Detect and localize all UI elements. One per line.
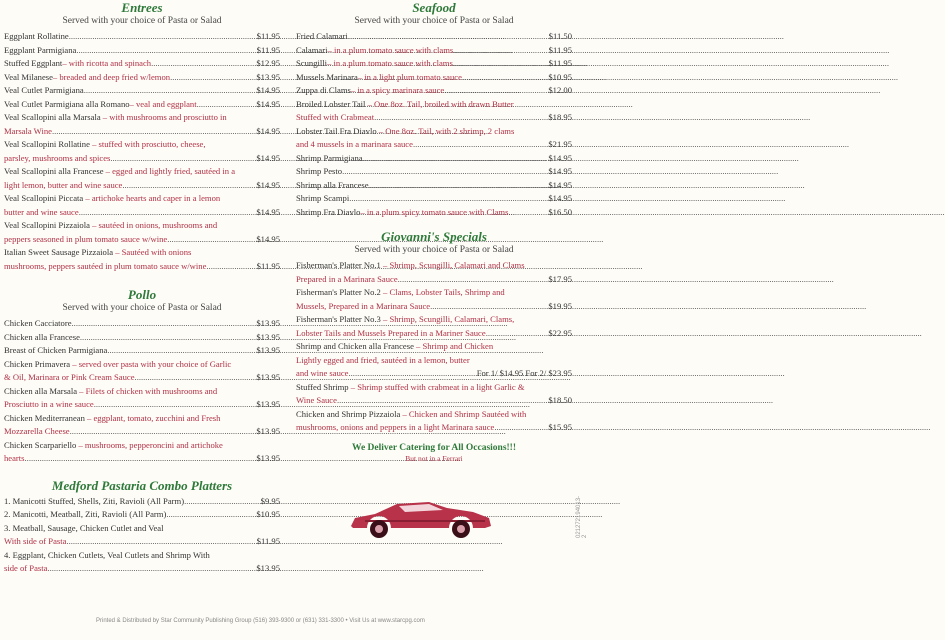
menu-item-description: mushrooms, onions and peppers in a light Marinara sauce: [296, 422, 495, 432]
menu-item-description: – Shrimp, Scungilli, Calamari, Clams,: [380, 314, 515, 324]
menu-item-line: [4, 192, 280, 206]
dot-leader: [369, 179, 548, 193]
menu-item-line: [4, 439, 280, 453]
menu-item-line: [4, 452, 280, 466]
menu-item-price: $13.95: [256, 318, 280, 328]
menu-item: [296, 84, 572, 98]
menu-item: [296, 286, 572, 313]
menu-item-line: [296, 44, 572, 58]
seafood-subtitle: Served with your choice of Pasta or Salad: [354, 16, 514, 26]
menu-item-name: Fisherman's Platter No.2: [296, 287, 381, 297]
menu-item: [4, 71, 280, 85]
menu-item-price: $10.95: [256, 509, 280, 519]
menu-item-name: Lobster Tail Fra Diavlo: [296, 125, 377, 136]
dot-leader: [486, 327, 548, 341]
menu-item-line: [4, 398, 280, 412]
menu-item: [4, 111, 280, 138]
menu-item-line: [296, 367, 572, 381]
menu-item-line: [4, 57, 280, 71]
menu-item-price: $14.95: [548, 152, 572, 163]
menu-item-name: Veal Scallopini alla Marsala: [4, 112, 101, 122]
menu-item: [296, 179, 572, 193]
specials-subtitle: Served with your choice of Pasta or Salad: [354, 245, 514, 255]
menu-item: [296, 381, 572, 408]
menu-item-name: Shrimp Pesto: [296, 166, 343, 176]
menu-item-name: Veal Milanese: [4, 71, 53, 82]
menu-item-line: [296, 300, 572, 314]
menu-item: [4, 246, 280, 273]
menu-item-name: Chicken Mediterranean: [4, 412, 85, 423]
menu-item-description: – served over pasta with your choice of Garlic: [70, 358, 232, 369]
menu-item-line: [4, 152, 280, 166]
menu-item-name: Veal Cutlet Parmigiana: [4, 85, 84, 95]
menu-item-line: [296, 394, 572, 408]
menu-item-line: [296, 30, 572, 44]
menu-item-line: [4, 522, 280, 536]
menu-item-price: $13.95: [256, 426, 280, 436]
left-column: [4, 0, 280, 576]
menu-item-description: Stuffed with Crabmeat: [296, 112, 375, 122]
menu-item-line: [296, 206, 572, 220]
menu-item-name: Shrimp and Chicken alla Francese: [296, 341, 414, 351]
menu-item-line: [4, 179, 280, 193]
menu-item-line: [296, 381, 572, 395]
menu-item-name: Chicken Cacciatore: [4, 318, 72, 328]
dot-leader: [398, 273, 548, 287]
menu-item-description: mushrooms, peppers sautéed in plum tomato sauce w/wine: [4, 260, 207, 271]
menu-item-price: $15.95: [548, 422, 572, 432]
menu-item-line: [4, 371, 280, 385]
menu-item: [4, 522, 280, 549]
menu-item-price: $14.95: [256, 179, 280, 190]
dot-leader: [79, 206, 256, 220]
seafood-section: [296, 0, 572, 219]
menu-item-description: Marsala Wine: [4, 125, 52, 136]
dot-leader: [72, 317, 256, 331]
menu-item: [4, 358, 280, 385]
menu-item-description: & Oil, Marinara or Pink Cream Sauce: [4, 372, 135, 382]
menu-item-price: $14.95: [256, 98, 280, 109]
menu-item: [4, 44, 280, 58]
menu-item-price: $14.95: [256, 85, 280, 95]
dot-leader: [374, 111, 547, 125]
menu-item-line: [296, 71, 572, 85]
dot-leader: [107, 344, 255, 358]
menu-item: [4, 549, 280, 576]
specials-section: [296, 229, 572, 435]
menu-item-line: [4, 385, 280, 399]
ferrari-car-illustration: [345, 492, 495, 542]
menu-item-price: $11.95: [256, 536, 280, 546]
menu-item-line: [4, 358, 280, 372]
menu-item: [4, 57, 280, 71]
menu-item-price: $13.95: [256, 331, 280, 342]
menu-item-description: – One 8oz. Tail, broiled with drawn Butter: [365, 98, 514, 109]
menu-item-price: $14.95: [256, 233, 280, 244]
menu-item-line: [4, 331, 280, 345]
menu-item-price: $13.95: [256, 71, 280, 82]
menu-item-line: [4, 219, 280, 233]
menu-item-line: [4, 495, 280, 509]
dot-leader: [70, 425, 256, 439]
menu-item-price: $16.50: [548, 206, 572, 217]
menu-item: [296, 125, 572, 152]
menu-item-description: – Chicken and Shrimp Sautéed with: [400, 408, 527, 419]
menu-item-line: [4, 125, 280, 139]
entrees-subtitle: Served with your choice of Pasta or Salad: [62, 16, 222, 26]
menu-item: [296, 313, 572, 340]
pollo-section: [4, 287, 280, 466]
menu-item-description: Lightly egged and fried, sautéed in a lemon, butter: [296, 354, 470, 365]
menu-item-line: [4, 138, 280, 152]
menu-item-description: – Filets of chicken with mushrooms and: [77, 385, 218, 396]
dot-leader: [444, 84, 547, 98]
menu-item-line: [296, 408, 572, 422]
menu-item-line: [296, 421, 572, 435]
menu-item-name: Broiled Lobster Tail: [296, 98, 366, 109]
menu-item: [4, 165, 280, 192]
menu-item: [4, 30, 280, 44]
menu-item-price: $11.95: [548, 44, 572, 55]
menu-item-name: Chicken alla Marsala: [4, 385, 78, 396]
specials-title: Giovanni's Specials: [381, 229, 487, 244]
menu-item-name: Scungilli: [296, 58, 328, 68]
menu-item-name: Stuffed Eggplant: [4, 58, 63, 68]
menu-item-line: [296, 327, 572, 341]
menu-item-line: [4, 71, 280, 85]
menu-item-description: – mushrooms, pepperoncini and artichoke: [76, 439, 223, 450]
side-code: 021272194013-2: [576, 495, 588, 538]
menu-item-price: $13.95: [256, 372, 280, 382]
menu-item-description: – Clams, Lobster Tails, Shrimp and: [380, 287, 505, 297]
right-column: [296, 0, 572, 463]
dot-leader: [430, 300, 547, 314]
menu-item-line: [4, 165, 280, 179]
dot-leader: [349, 367, 476, 381]
menu-item-description: – One 8oz. Tail, with 2 shrimp, 2 clams: [376, 125, 515, 136]
dot-leader: [453, 44, 547, 58]
menu-item-name: Veal Scallopini Rollatine: [4, 139, 90, 149]
menu-item: [296, 30, 572, 44]
menu-item-line: [4, 317, 280, 331]
menu-item-description: – Shrimp, Scungilli, Calamari and Clams: [380, 260, 525, 270]
menu-item-line: [296, 313, 572, 327]
menu-item-name: Italian Sweet Sausage Pizzaiola: [4, 247, 114, 257]
menu-item-name: 2. Manicotti, Meatball, Ziti, Ravioli (All Parm): [4, 509, 167, 519]
menu-item: [4, 508, 280, 522]
pollo-subtitle: Served with your choice of Pasta or Salad: [62, 303, 222, 313]
menu-item-price: $12.95: [256, 58, 280, 68]
dot-leader: [348, 30, 548, 44]
menu-item-line: [4, 344, 280, 358]
menu-item-name: Zuppa di Clams: [296, 85, 351, 95]
printer-footer: Printed & Distributed by Star Community Publishing Group (516) 393-9300 or (631) 331-3300 • Visit Us at www.starcpg.com: [96, 618, 425, 624]
catering-banner: We Deliver Catering for All Occasions!!!: [351, 442, 517, 453]
menu-item-name: 1. Manicotti Stuffed, Shells, Ziti, Ravioli (All Parm): [4, 495, 185, 506]
dot-leader: [84, 84, 256, 98]
menu-item-line: [296, 57, 572, 71]
menu-item-line: [296, 259, 572, 273]
menu-item-name: Chicken alla Francese: [4, 331, 80, 342]
menu-item-line: [4, 206, 280, 220]
menu-item: [296, 152, 572, 166]
dot-leader: [151, 57, 255, 71]
menu-item-name: Calamari: [296, 44, 328, 55]
menu-item-line: [296, 165, 572, 179]
dot-leader: [349, 192, 547, 206]
menu-item-price: $11.95: [256, 44, 280, 55]
menu-item-name: Chicken and Shrimp Pizzaiola: [296, 408, 401, 419]
menu-item: [4, 138, 280, 165]
menu-item-description: – Shrimp and Chicken: [413, 341, 494, 351]
menu-item-price: $21.95: [548, 139, 572, 149]
menu-item-line: [4, 562, 280, 576]
menu-item-price: $11.50: [548, 31, 572, 41]
menu-item-line: [4, 246, 280, 260]
menu-item-price: $11.95: [548, 58, 572, 68]
menu-item-name: Mussels Marinara: [296, 71, 358, 82]
menu-item-price: $9.95: [260, 495, 280, 506]
menu-item-description: light lemon, butter and wine sauce: [4, 179, 123, 190]
menu-item-price: $12.00: [548, 85, 572, 95]
menu-item-price: $13.95: [256, 563, 280, 573]
ferrari-note: But not in a Ferrari: [405, 453, 463, 463]
menu-item-price: $14.95: [548, 193, 572, 203]
dot-leader: [413, 138, 547, 152]
menu-item-price: $13.95: [256, 399, 280, 409]
menu-item: [4, 344, 280, 358]
dot-leader: [184, 495, 260, 509]
menu-item-line: [296, 125, 572, 139]
dot-leader: [69, 30, 256, 44]
menu-item-name: 3. Meatball, Sausage, Chicken Cutlet and Veal: [4, 522, 164, 533]
dot-leader: [206, 260, 255, 274]
menu-item-name: Shrimp Fra Diavlo: [296, 206, 361, 217]
menu-item-description: peppers seasoned in plum tomato sauce w/wine: [4, 233, 168, 244]
menu-item-line: [4, 535, 280, 549]
menu-item: [296, 408, 572, 435]
menu-item-line: [4, 84, 280, 98]
menu-item: [4, 385, 280, 412]
seafood-title: Seafood: [412, 0, 456, 15]
menu-item-name: Veal Scallopini alla Francese: [4, 166, 104, 176]
menu-item-price: $11.95: [256, 31, 280, 41]
menu-item-description: parsley, mushrooms and spices: [4, 152, 111, 163]
menu-item-line: [296, 340, 572, 354]
menu-item-line: [4, 233, 280, 247]
menu-item-line: [296, 179, 572, 193]
menu-item-name: Veal Cutlet Parmigiana alla Romano: [4, 98, 130, 109]
menu-item-description: and wine sauce: [296, 368, 349, 378]
menu-item-line: [296, 138, 572, 152]
combo-section: [4, 478, 280, 576]
dot-leader: [47, 562, 255, 576]
dot-leader: [453, 57, 548, 71]
menu-item: [4, 331, 280, 345]
menu-item: [296, 71, 572, 85]
menu-item-description: Mozzarella Cheese: [4, 426, 70, 436]
menu-item-name: Shrimp alla Francese: [296, 179, 369, 190]
dot-leader: [52, 125, 255, 139]
dot-leader: [337, 394, 547, 408]
menu-item-description: – in a plum spicy tomato sauce with Clams: [360, 206, 509, 217]
menu-item-description: With side of Pasta: [4, 536, 67, 546]
menu-item: [296, 44, 572, 58]
menu-item: [296, 98, 572, 125]
combo-title: Medford Pastaria Combo Platters: [51, 477, 233, 493]
menu-item-description: butter and wine sauce: [4, 206, 79, 217]
menu-item-line: [4, 111, 280, 125]
menu-item-name: 4. Eggplant, Chicken Cutlets, Veal Cutlets and Shrimp With: [4, 549, 210, 560]
pollo-title: Pollo: [127, 287, 157, 302]
menu-item: [4, 219, 280, 246]
menu-item-line: [296, 152, 572, 166]
menu-item-price: $11.95: [256, 260, 280, 271]
menu-item: [296, 206, 572, 220]
dot-leader: [76, 44, 255, 58]
menu-item-description: side of Pasta: [4, 563, 48, 573]
menu-item-line: [296, 192, 572, 206]
dot-leader: [66, 535, 255, 549]
menu-item-price: $17.95: [548, 273, 572, 284]
menu-item: [4, 98, 280, 112]
entrees-section: [4, 0, 280, 273]
menu-item-name: Eggplant Rollatine: [4, 31, 69, 41]
menu-item-description: – egged and lightly fried, sautéed in a: [103, 166, 236, 176]
menu-item-price: $14.95: [548, 179, 572, 190]
menu-item-name: Breast of Chicken Parmigiana: [4, 345, 108, 355]
menu-item-description: Prosciutto in a wine sauce: [4, 399, 94, 409]
dot-leader: [80, 331, 255, 345]
dot-leader: [25, 452, 256, 466]
menu-item-line: [296, 98, 572, 112]
entrees-title: Entrees: [121, 0, 163, 15]
menu-item: [296, 340, 572, 381]
menu-item-description: – Shrimp stuffed with crabmeat in a light Garlic &: [348, 381, 525, 392]
menu-item-name: Chicken Primavera: [4, 358, 71, 369]
menu-item-description: Lobster Tails and Mussels Prepared in a Mariner Sauce: [296, 327, 486, 338]
menu-item: [296, 192, 572, 206]
dot-leader: [508, 206, 547, 220]
dot-leader: [197, 98, 256, 112]
menu-item-price: $19.95: [548, 300, 572, 311]
menu-item-line: [4, 508, 280, 522]
dot-leader: [494, 421, 547, 435]
menu-item-description: and 4 mussels in a marinara sauce: [296, 139, 413, 149]
menu-item-line: [4, 30, 280, 44]
menu-item-description: Wine Sauce: [296, 395, 337, 405]
menu-item: [4, 192, 280, 219]
dot-leader: [342, 165, 547, 179]
dot-leader: [122, 179, 255, 193]
menu-item-price: For 1/ $14.95 For 2/ $23.95: [476, 368, 572, 378]
menu-item-name: Chicken Scarpariello: [4, 439, 77, 450]
menu-item-description: – artichoke hearts and caper in a lemon: [83, 193, 221, 203]
menu-item-line: [296, 286, 572, 300]
menu-item-name: Stuffed Shrimp: [296, 381, 349, 392]
menu-item-price: $13.95: [256, 453, 280, 463]
dot-leader: [170, 71, 255, 85]
menu-item-line: [4, 260, 280, 274]
menu-item: [4, 495, 280, 509]
menu-item-name: Shrimp Parmigiana: [296, 152, 363, 163]
menu-item-description: hearts: [4, 453, 25, 463]
dot-leader: [94, 398, 256, 412]
menu-item: [296, 57, 572, 71]
menu-item-line: [4, 549, 280, 563]
menu-item-line: [296, 84, 572, 98]
menu-item-price: $14.95: [256, 125, 280, 136]
menu-item-description: Mussels, Prepared in a Marinara Sauce: [296, 300, 431, 311]
dot-leader: [110, 152, 255, 166]
menu-item: [4, 439, 280, 466]
menu-item-name: Veal Scallopini Piccata: [4, 193, 84, 203]
menu-item-line: [4, 412, 280, 426]
menu-item-description: – veal and eggplant: [129, 98, 197, 109]
menu-item-name: Shrimp Scampi: [296, 193, 350, 203]
menu-item-line: [296, 111, 572, 125]
menu-item-description: – in a plum tomato sauce with clams: [327, 58, 453, 68]
menu-item-description: – with mushrooms and prosciutto in: [100, 112, 227, 122]
menu-item: [4, 412, 280, 439]
dot-leader: [462, 71, 547, 85]
menu-item: [4, 317, 280, 331]
menu-item-price: $18.95: [548, 112, 572, 122]
menu-item: [296, 259, 572, 286]
dot-leader: [167, 233, 255, 247]
menu-item-description: Prepared in a Marinara Sauce: [296, 273, 398, 284]
dot-leader: [166, 508, 255, 522]
menu-item-price: $10.95: [548, 71, 572, 82]
menu-item-price: $22.95: [548, 327, 572, 338]
menu-item: [296, 165, 572, 179]
menu-item-description: – sautéed in onions, mushrooms and: [89, 220, 218, 230]
menu-item-price: $13.95: [256, 345, 280, 355]
menu-item-line: [4, 44, 280, 58]
dot-leader: [135, 371, 256, 385]
menu-item-line: [4, 98, 280, 112]
menu-item-line: [4, 425, 280, 439]
menu-item-name: Eggplant Parmigiana: [4, 44, 77, 55]
menu-item-price: $14.95: [256, 152, 280, 163]
menu-item-description: – in a plum tomato sauce with clams: [327, 44, 454, 55]
menu-item-name: Fisherman's Platter No.3: [296, 314, 381, 324]
menu-item: [4, 84, 280, 98]
menu-item-price: $14.95: [256, 206, 280, 217]
menu-item-name: Veal Scallopini Pizzaiola: [4, 220, 90, 230]
menu-item-description: – with ricotta and spinach: [62, 58, 152, 68]
menu-item-name: Fisherman's Platter No.1: [296, 260, 381, 270]
menu-item-description: – breaded and deep fried w/lemon: [52, 71, 171, 82]
menu-item-description: – eggplant, tomato, zucchini and Fresh: [84, 412, 221, 423]
menu-item-line: [296, 273, 572, 287]
menu-item-description: – in a spicy marinara sauce: [350, 85, 445, 95]
menu-item-description: – in a light plum tomato sauce: [357, 71, 462, 82]
menu-item-description: – Sautéed with onions: [113, 247, 192, 257]
menu-item-description: – stuffed with prosciutto, cheese,: [89, 139, 206, 149]
dot-leader: [363, 152, 548, 166]
menu-item-price: $18.50: [548, 395, 572, 405]
menu-item-name: Fried Calamari: [296, 31, 348, 41]
menu-item-price: $14.95: [548, 166, 572, 176]
